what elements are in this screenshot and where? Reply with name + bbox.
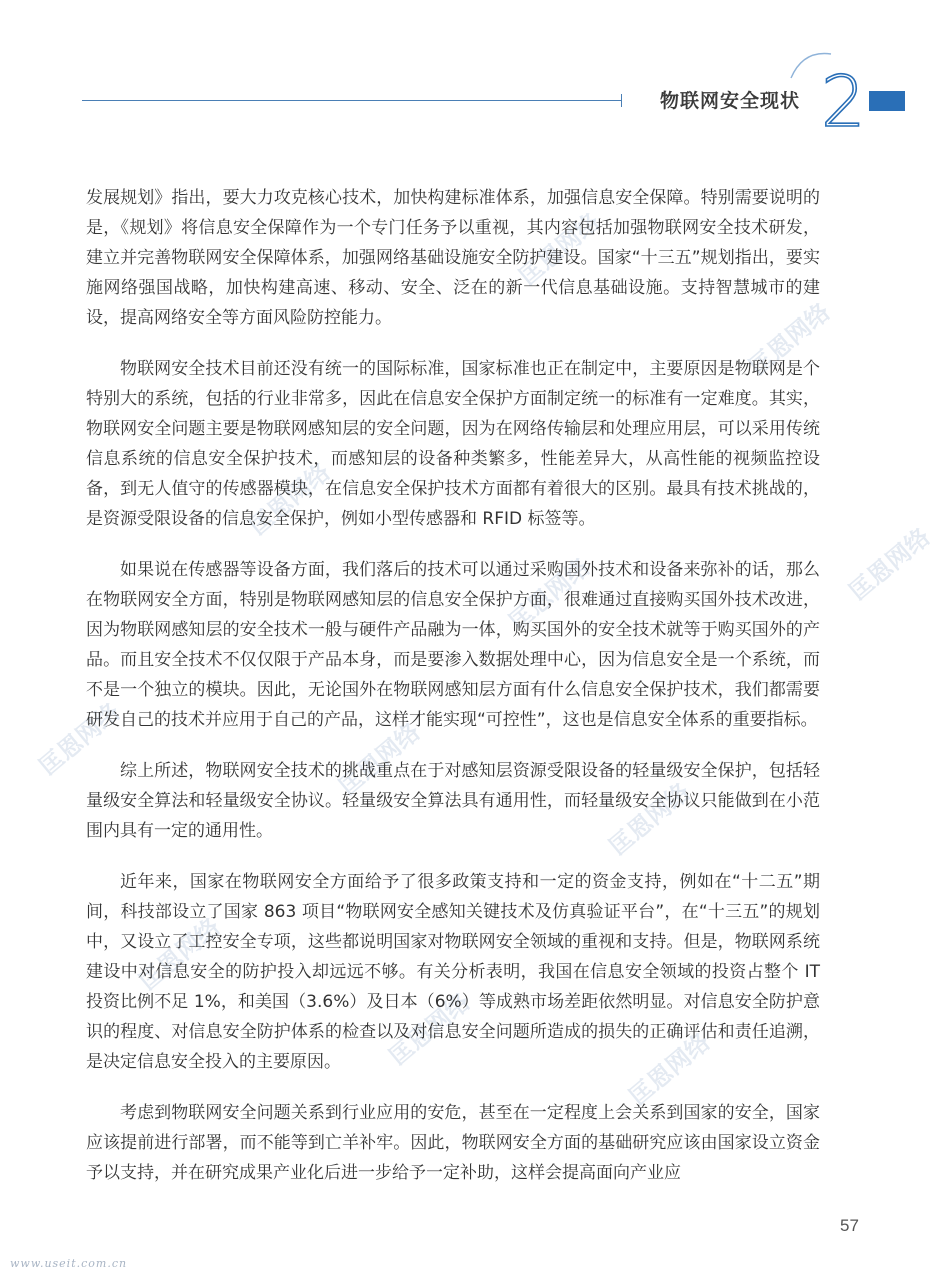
paragraph: 发展规划》指出，要大力攻克核心技术，加快构建标准体系，加强信息安全保障。特别需要说明的是，《规划》将信息安全保障作为一个专门任务予以重视，其内容包括加强物联网安全技术研发，建立并完善物联网安全保障体系，加强网络基础设施安全防护建设。国家“十三五”规划指出，要实施网络强国战略，加快构建高速、移动、安全、泛在的新一代信息基础设施。支持智慧城市的建设，提高网络安全等方面风险防控能力。 xyxy=(86,188,820,328)
watermark: 匡恩网络 xyxy=(33,697,126,781)
paragraph: 近年来，国家在物联网安全方面给予了很多政策支持和一定的资金支持，例如在“十二五”期间，科技部设立了国家 863 项目“物联网安全感知关键技术及仿真验证平台”，在“十三五”的规划中，又设立了工控安全专项，这些都说明国家对物联网安全领域的重视和支持。但是，物联网系统建设中对信息安全的防护投入却远远不够。有关分析表明，我国在信息安全领域的投资占整个 IT 投资比例不足 1%，和美国（3.6%）及日本（6%）等成熟市场差距依然明显。对信息安全防护意识的程度、对信息安全防护体系的检查以及对信息安全问题所造成的损失的正确评估和责任追溯，是决定信息安全投入的主要原因。 xyxy=(86,872,820,1072)
watermark: 匡恩网络 xyxy=(383,987,476,1071)
header-rule xyxy=(82,100,622,101)
page-number: 57 xyxy=(840,1216,859,1235)
article-body xyxy=(86,183,820,1209)
watermark: 匡恩网络 xyxy=(743,297,836,381)
section-number: 2 xyxy=(821,61,866,143)
paragraph: 综上所述，物联网安全技术的挑战重点在于对感知层资源受限设备的轻量级安全保护，包括轻量级安全算法和轻量级安全协议。轻量级安全算法具有通用性，而轻量级安全协议只能做到在小范围内具有一定的通用性。 xyxy=(86,761,820,841)
section-title: 物联网安全现状 xyxy=(660,90,801,112)
paragraph: 如果说在传感器等设备方面，我们落后的技术可以通过采购国外技术和设备来弥补的话，那么在物联网安全方面，特别是物联网感知层的信息安全保护方面，很难通过直接购买国外技术改进，因为物联网感知层的安全技术一般与硬件产品融为一体，购买国外的安全技术就等于购买国外的产品。而且安全技术不仅仅限于产品本身，而是要渗入数据处理中心，因为信息安全是一个系统，而不是一个独立的模块。因此，无论国外在物联网感知层方面有什么信息安全保护技术，我们都需要研发自己的技术并应用于自己的产品，这样才能实现“可控性”，这也是信息安全体系的重要指标。 xyxy=(86,560,820,730)
watermark: 匡恩网络 xyxy=(603,777,696,861)
paragraph: 考虑到物联网安全问题关系到行业应用的安危，甚至在一定程度上会关系到国家的安全，国家应该提前进行部署，而不能等到亡羊补牢。因此，物联网安全方面的基础研究应该由国家设立资金予以支持，并在研究成果产业化后进一步给予一定补助，这样会提高面向产业应 xyxy=(86,1103,820,1183)
watermark: 匡恩网络 xyxy=(843,522,936,606)
footer-url: www.useit.com.cn xyxy=(10,1257,128,1270)
watermark: 匡恩网络 xyxy=(243,457,336,541)
watermark: 匡恩网络 xyxy=(623,1027,716,1111)
watermark: 匡恩网络 xyxy=(513,207,606,291)
accent-bar xyxy=(869,91,905,111)
section-number-graphic xyxy=(783,44,868,143)
paragraph: 物联网安全技术目前还没有统一的国际标准，国家标准也正在制定中，主要原因是物联网是个特别大的系统，包括的行业非常多，因此在信息安全保护方面制定统一的标准有一定难度。其实，物联网安全问题主要是物联网感知层的安全问题，因为在网络传输层和处理应用层，可以采用传统信息系统的信息安全保护技术，而感知层的设备种类繁多，性能差异大，从高性能的视频监控设备，到无人值守的传感器模块，在信息安全保护技术方面都有着很大的区别。最具有技术挑战的，是资源受限设备的信息安全保护，例如小型传感器和 RFID 标签等。 xyxy=(86,359,820,529)
watermark: 匡恩网络 xyxy=(333,717,426,801)
watermark: 匡恩网络 xyxy=(133,912,226,996)
watermark: 匡恩网络 xyxy=(503,552,596,636)
header-rule-tick xyxy=(621,94,622,107)
